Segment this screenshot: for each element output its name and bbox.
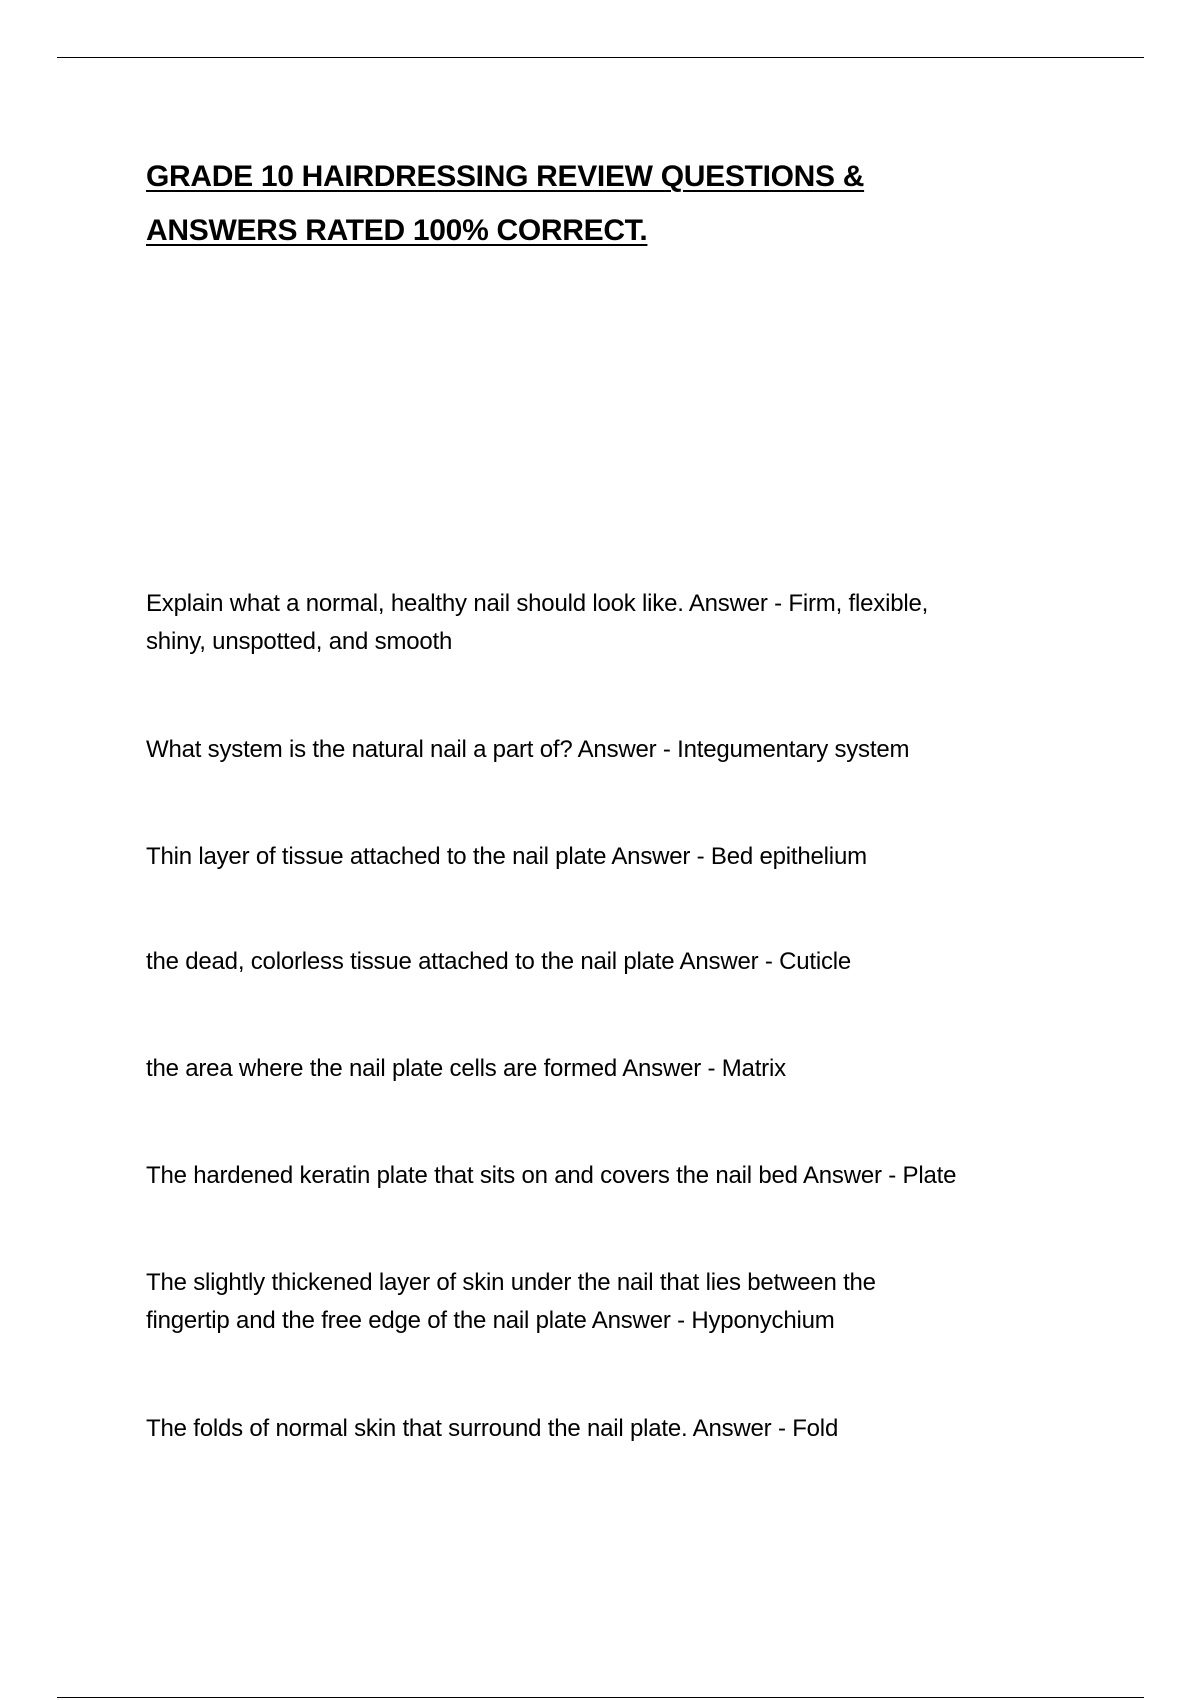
title-line-2: ANSWERS RATED 100% CORRECT. bbox=[146, 214, 648, 247]
qa-text: What system is the natural nail a part of? Answer - Integumentary system bbox=[146, 736, 910, 763]
qa-text: The slightly thickened layer of skin under the nail that lies between the bbox=[146, 1269, 876, 1296]
qa-item bbox=[146, 585, 1066, 661]
qa-item bbox=[146, 1410, 1066, 1448]
footer-rule bbox=[57, 1697, 1144, 1698]
page-title bbox=[146, 150, 1046, 258]
qa-text-continued: shiny, unspotted, and smooth bbox=[146, 628, 453, 655]
header-rule bbox=[57, 57, 1144, 58]
qa-text: The hardened keratin plate that sits on and covers the nail bed Answer - Plate bbox=[146, 1162, 957, 1189]
qa-item bbox=[146, 1050, 1066, 1088]
qa-item bbox=[146, 1157, 1066, 1195]
qa-item bbox=[146, 731, 1066, 769]
qa-text: The folds of normal skin that surround the nail plate. Answer - Fold bbox=[146, 1415, 839, 1442]
qa-item bbox=[146, 838, 1066, 876]
qa-item bbox=[146, 943, 1066, 981]
title-line-1: GRADE 10 HAIRDRESSING REVIEW QUESTIONS & bbox=[146, 160, 865, 193]
qa-text: the area where the nail plate cells are formed Answer - Matrix bbox=[146, 1055, 786, 1082]
qa-text: Thin layer of tissue attached to the nail plate Answer - Bed epithelium bbox=[146, 843, 867, 870]
qa-item bbox=[146, 1264, 1066, 1340]
qa-text: the dead, colorless tissue attached to the nail plate Answer - Cuticle bbox=[146, 948, 852, 975]
qa-text-continued: fingertip and the free edge of the nail plate Answer - Hyponychium bbox=[146, 1307, 835, 1334]
qa-text: Explain what a normal, healthy nail should look like. Answer - Firm, flexible, bbox=[146, 590, 929, 617]
